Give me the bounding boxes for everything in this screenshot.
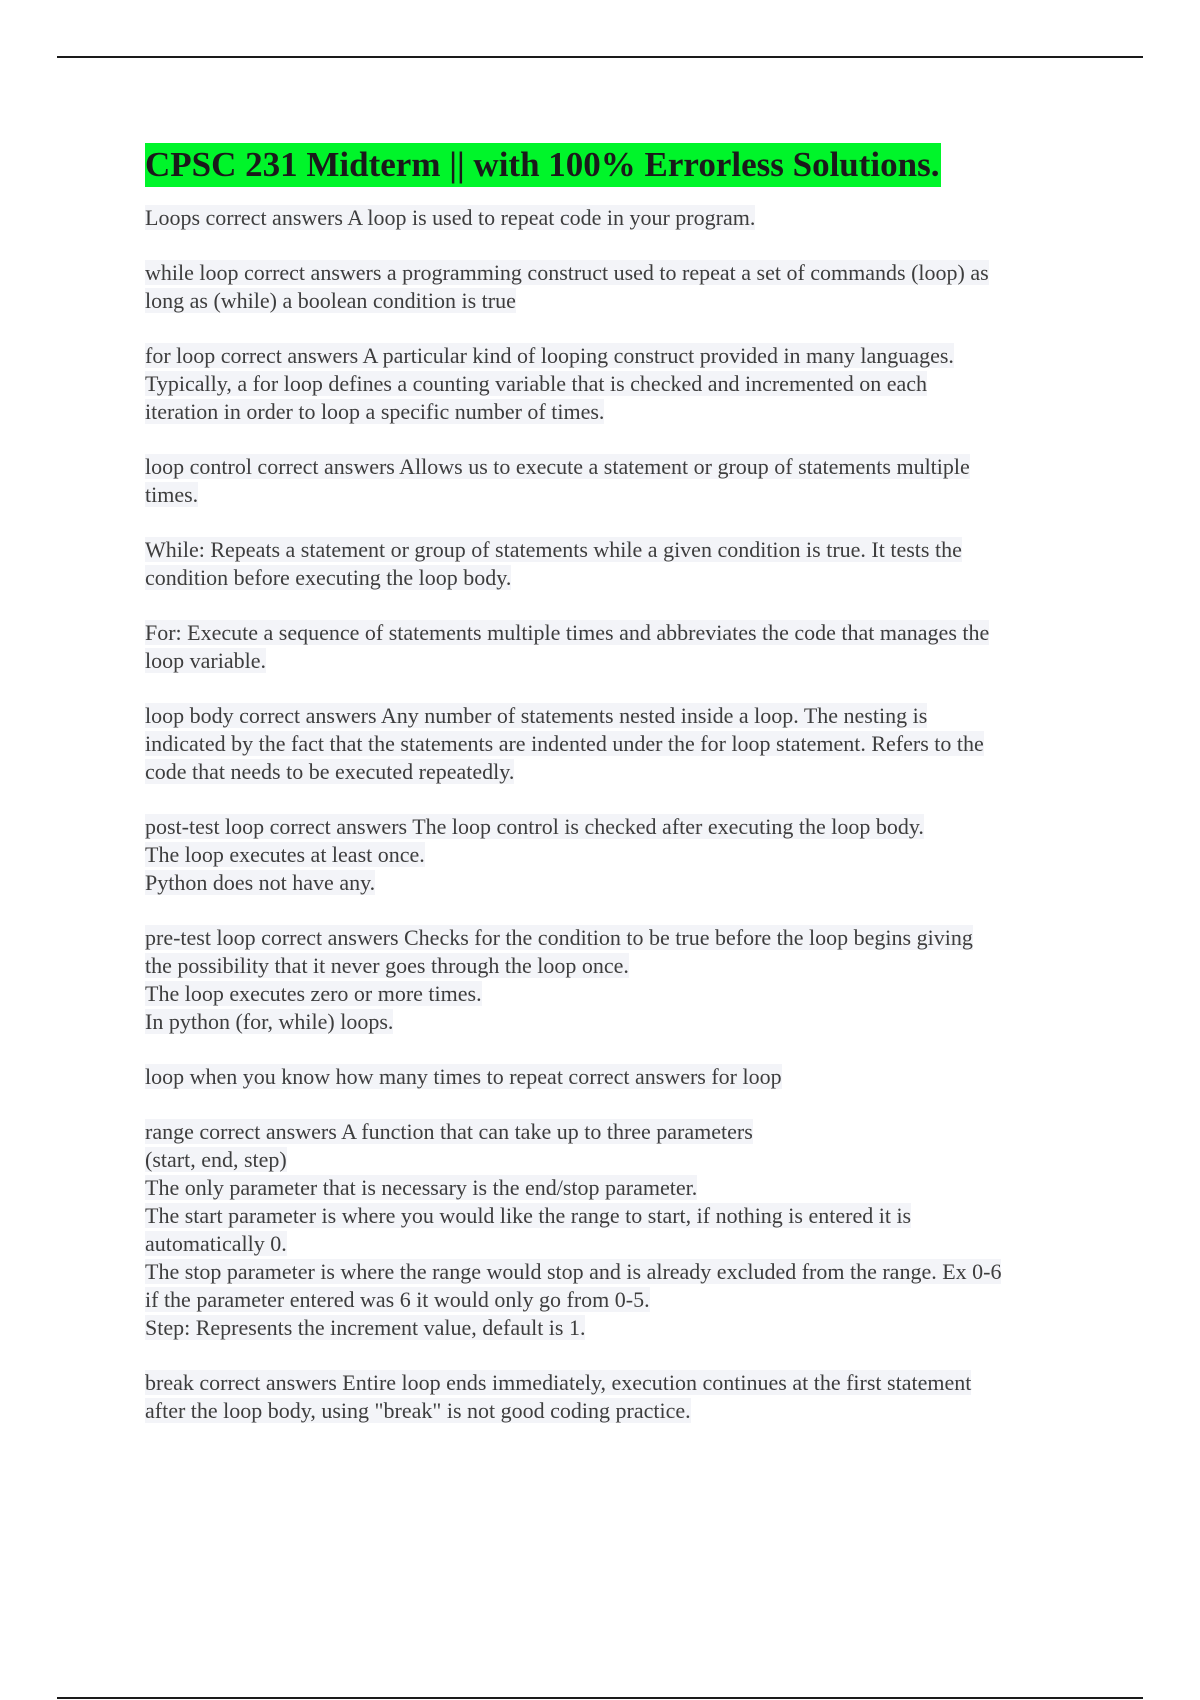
entry-line bbox=[145, 813, 1095, 841]
qa-entry bbox=[145, 342, 1095, 426]
qa-entry bbox=[145, 453, 1095, 509]
qa-entry bbox=[145, 1063, 1095, 1091]
entry-text: The only parameter that is necessary is the end/stop parameter. bbox=[145, 1175, 698, 1200]
qa-entry bbox=[145, 1369, 1095, 1425]
entry-line bbox=[145, 564, 1095, 592]
entry-text: iteration in order to loop a specific number of times. bbox=[145, 399, 605, 424]
entry-line bbox=[145, 1230, 1095, 1258]
entry-text: while loop correct answers a programming construct used to repeat a set of commands (loop) as bbox=[145, 260, 989, 285]
entry-line bbox=[145, 952, 1095, 980]
entry-text: The start parameter is where you would like the range to start, if nothing is entered it is bbox=[145, 1203, 912, 1228]
entry-text: For: Execute a sequence of statements multiple times and abbreviates the code that manages the bbox=[145, 620, 990, 645]
entry-line bbox=[145, 481, 1095, 509]
entry-text: The stop parameter is where the range would stop and is already excluded from the range. Ex 0-6 bbox=[145, 1259, 1002, 1284]
entry-line bbox=[145, 869, 1095, 897]
entry-line bbox=[145, 1397, 1095, 1425]
entry-line bbox=[145, 398, 1095, 426]
entry-text: code that needs to be executed repeatedly. bbox=[145, 759, 515, 784]
entry-line bbox=[145, 453, 1095, 481]
qa-entry bbox=[145, 259, 1095, 315]
entry-line bbox=[145, 1369, 1095, 1397]
entry-text: In python (for, while) loops. bbox=[145, 1009, 394, 1034]
qa-entry bbox=[145, 1118, 1095, 1342]
bottom-rule bbox=[57, 1697, 1143, 1699]
entry-text: The loop executes at least once. bbox=[145, 842, 425, 867]
qa-entry bbox=[145, 924, 1095, 1036]
entry-text: indicated by the fact that the statements are indented under the for loop statement. Refers to the bbox=[145, 731, 984, 756]
entry-text: loop body correct answers Any number of statements nested inside a loop. The nesting is bbox=[145, 703, 928, 728]
entry-text: Loops correct answers A loop is used to repeat code in your program. bbox=[145, 205, 756, 230]
entry-line bbox=[145, 370, 1095, 398]
entry-line bbox=[145, 287, 1095, 315]
entry-line bbox=[145, 758, 1095, 786]
entry-line bbox=[145, 1008, 1095, 1036]
entry-text: Typically, a for loop defines a counting variable that is checked and incremented on each bbox=[145, 371, 927, 396]
entry-line bbox=[145, 730, 1095, 758]
entry-text: pre-test loop correct answers Checks for the condition to be true before the loop begins giving bbox=[145, 925, 973, 950]
entry-text: While: Repeats a statement or group of statements while a given condition is true. It tests the bbox=[145, 537, 962, 562]
qa-entry bbox=[145, 813, 1095, 897]
entry-text: loop variable. bbox=[145, 648, 266, 673]
entry-text: Step: Represents the increment value, default is 1. bbox=[145, 1315, 586, 1340]
entry-line bbox=[145, 1146, 1095, 1174]
entry-text: after the loop body, using "break" is not good coding practice. bbox=[145, 1398, 691, 1423]
qa-entry bbox=[145, 619, 1095, 675]
entry-text: (start, end, step) bbox=[145, 1147, 287, 1172]
entry-text: for loop correct answers A particular kind of looping construct provided in many languages. bbox=[145, 343, 954, 368]
entry-line bbox=[145, 1118, 1095, 1146]
entry-line bbox=[145, 1202, 1095, 1230]
entry-line bbox=[145, 1174, 1095, 1202]
entry-text: break correct answers Entire loop ends immediately, execution continues at the first statement bbox=[145, 1370, 972, 1395]
entry-line bbox=[145, 204, 1095, 232]
entry-line bbox=[145, 702, 1095, 730]
entry-text: loop control correct answers Allows us to execute a statement or group of statements multiple bbox=[145, 454, 970, 479]
entry-text: The loop executes zero or more times. bbox=[145, 981, 482, 1006]
entry-line bbox=[145, 342, 1095, 370]
entry-text: automatically 0. bbox=[145, 1231, 287, 1256]
entry-line bbox=[145, 1314, 1095, 1342]
entry-line bbox=[145, 1063, 1095, 1091]
entry-text: range correct answers A function that can take up to three parameters bbox=[145, 1119, 753, 1144]
qa-entry bbox=[145, 536, 1095, 592]
entry-line bbox=[145, 841, 1095, 869]
entry-text: post-test loop correct answers The loop control is checked after executing the loop body. bbox=[145, 814, 924, 839]
qa-entry bbox=[145, 204, 1095, 232]
qa-entry bbox=[145, 702, 1095, 786]
document-body bbox=[145, 143, 1095, 1452]
entry-line bbox=[145, 536, 1095, 564]
entry-line bbox=[145, 924, 1095, 952]
entry-text: if the parameter entered was 6 it would only go from 0-5. bbox=[145, 1287, 650, 1312]
entry-line bbox=[145, 259, 1095, 287]
entry-line bbox=[145, 1286, 1095, 1314]
entry-line bbox=[145, 1258, 1095, 1286]
document-title: CPSC 231 Midterm || with 100% Errorless Solutions. bbox=[145, 143, 941, 187]
entries-list bbox=[145, 204, 1095, 1425]
top-rule bbox=[57, 56, 1143, 58]
entry-text: times. bbox=[145, 482, 199, 507]
entry-line bbox=[145, 980, 1095, 1008]
entry-line bbox=[145, 647, 1095, 675]
entry-line bbox=[145, 619, 1095, 647]
entry-text: the possibility that it never goes through the loop once. bbox=[145, 953, 629, 978]
entry-text: condition before executing the loop body. bbox=[145, 565, 512, 590]
entry-text: long as (while) a boolean condition is true bbox=[145, 288, 516, 313]
entry-text: loop when you know how many times to repeat correct answers for loop bbox=[145, 1064, 782, 1089]
entry-text: Python does not have any. bbox=[145, 870, 376, 895]
